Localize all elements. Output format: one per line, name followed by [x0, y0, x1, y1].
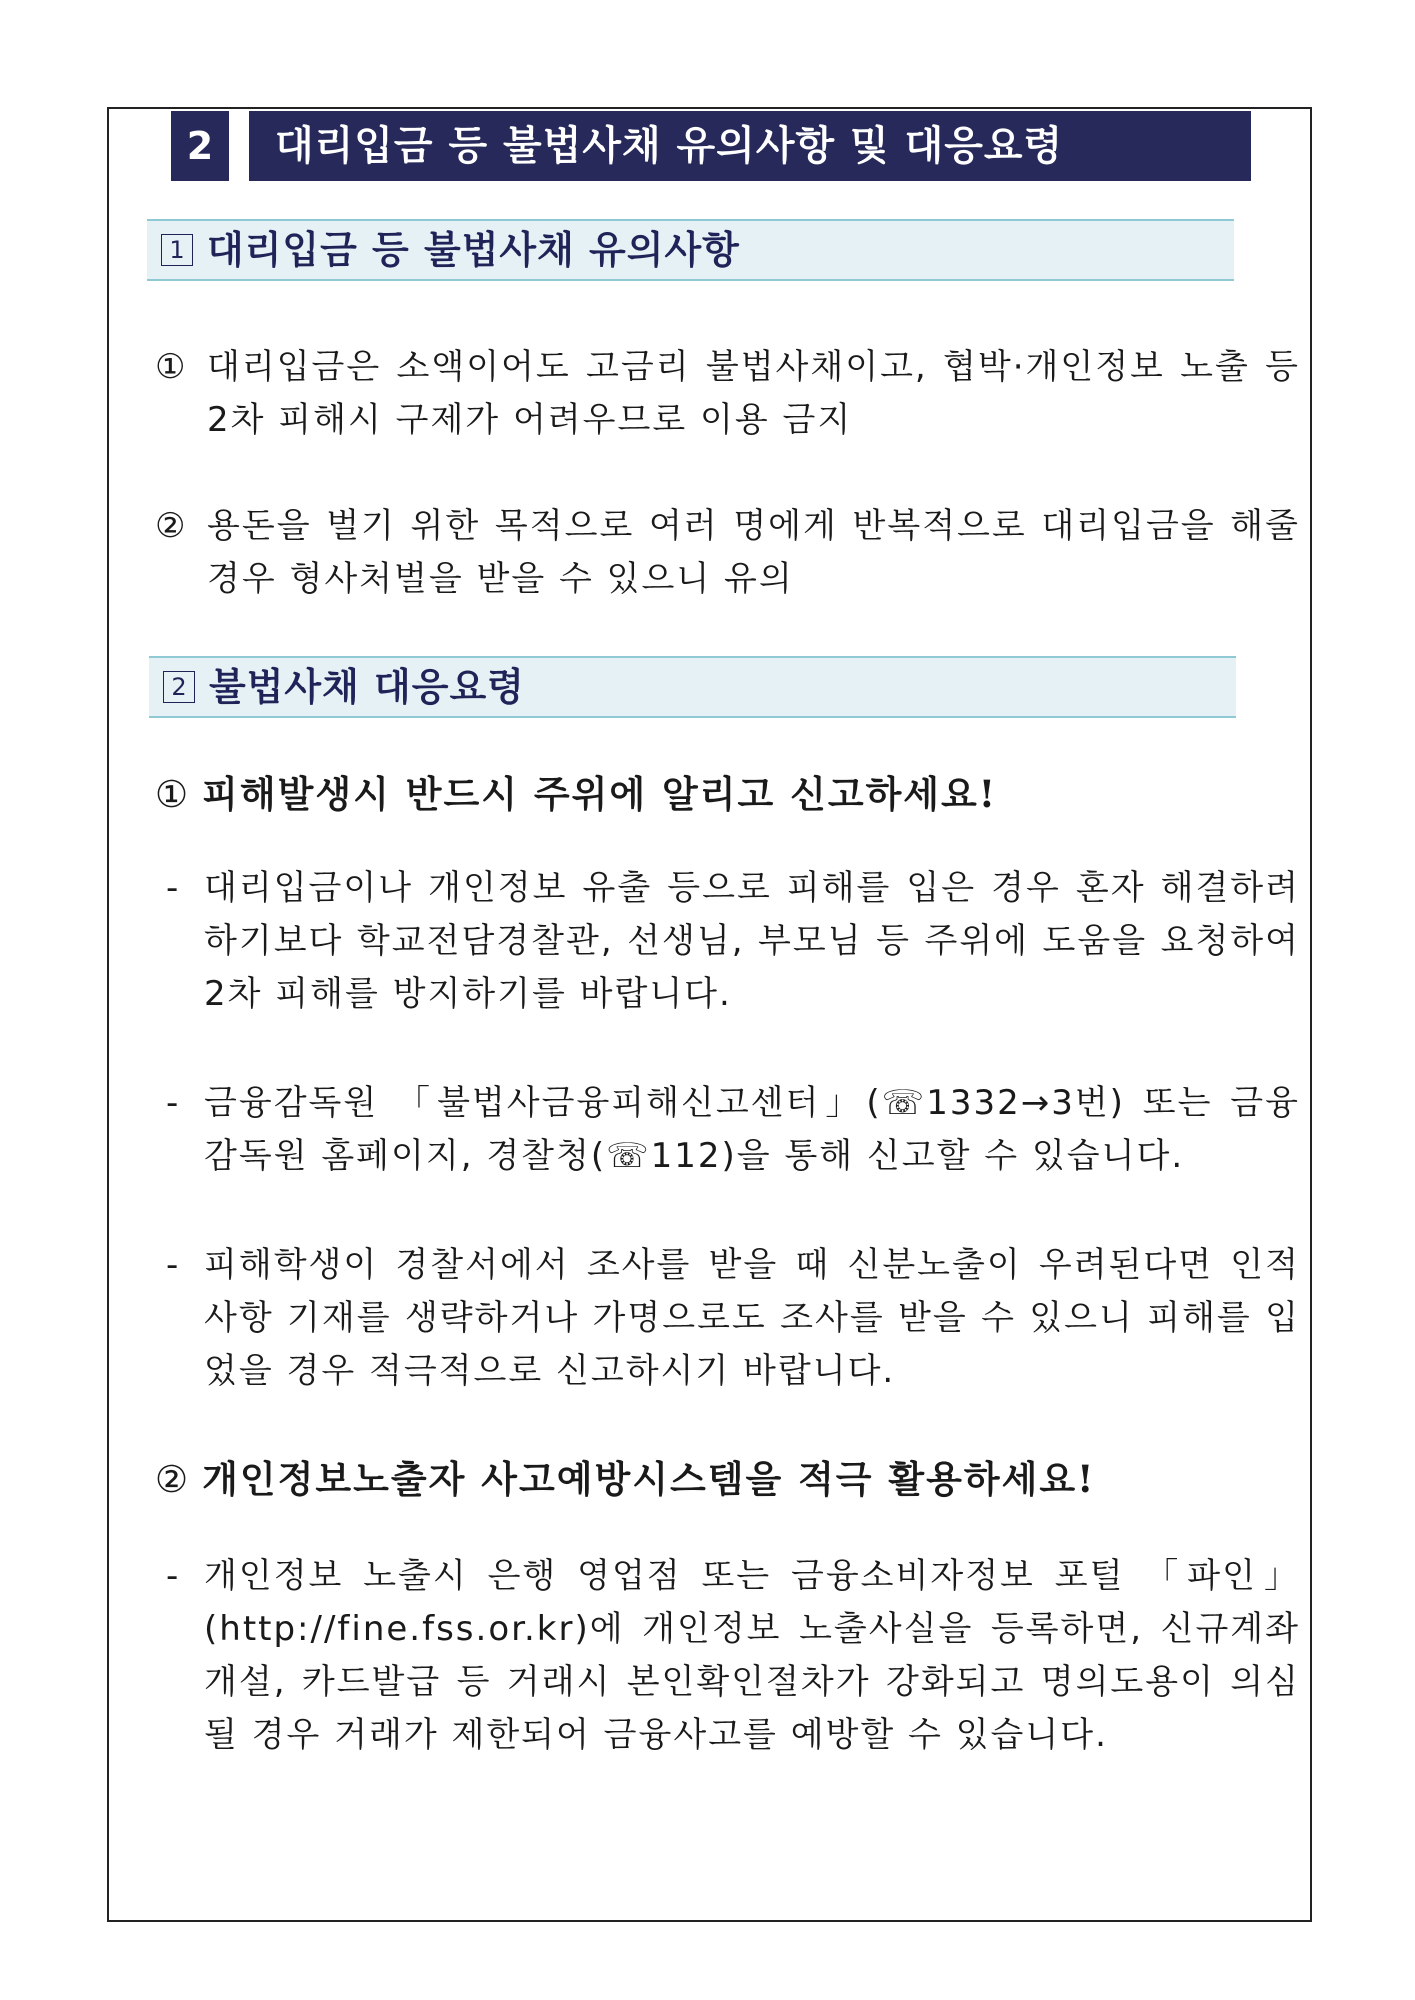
subsection-2-title: 불법사채 대응요령: [209, 665, 525, 709]
section-number: 2: [171, 111, 229, 181]
item-text: 대리입금은 소액이어도 고금리 불법사채이고, 협박·개인정보 노출 등 2차 피해시 구제가 어려우므로 이용 금지: [207, 347, 1300, 440]
item-text: 금융감독원 「불법사금융피해신고센터」(☏1332→3번) 또는 금융감독원 홈페이지, 경찰청(☏112)을 통해 신고할 수 있습니다.: [204, 1083, 1300, 1176]
response-item: [166, 1077, 1300, 1183]
subsection-1-title: 대리입금 등 불법사채 유의사항: [207, 228, 740, 272]
subsection-1-number: 1: [161, 234, 193, 266]
response-point-2: [155, 1453, 1095, 1506]
response-item: [166, 1239, 1300, 1398]
response-point-1: [155, 768, 997, 821]
dash-marker: -: [166, 1556, 179, 1596]
response-item: [166, 1550, 1300, 1762]
item-text: 용돈을 벌기 위한 목적으로 여러 명에게 반복적으로 대리입금을 해줄 경우 형사처벌을 받을 수 있으니 유의: [207, 506, 1300, 599]
dash-marker: -: [166, 868, 179, 908]
item-text: 피해학생이 경찰서에서 조사를 받을 때 신분노출이 우려된다면 인적사항 기재를 생략하거나 가명으로도 조사를 받을 수 있으니 피해를 입었을 경우 적극적으로 신고하시기 바랍니다.: [204, 1245, 1300, 1391]
point-marker: ①: [155, 773, 191, 816]
point-marker: ②: [155, 1458, 191, 1501]
section-title: 대리입금 등 불법사채 유의사항 및 대응요령: [249, 111, 1251, 181]
point-text: 개인정보노출자 사고예방시스템을 적극 활용하세요!: [202, 1457, 1096, 1501]
subsection-2-heading: [149, 656, 1236, 718]
caution-item-2: [155, 500, 1300, 606]
item-marker: ②: [155, 506, 186, 546]
dash-marker: -: [166, 1245, 179, 1285]
item-text: 대리입금이나 개인정보 유출 등으로 피해를 입은 경우 혼자 해결하려 하기보다 학교전담경찰관, 선생님, 부모님 등 주위에 도움을 요청하여 2차 피해를 방지하기를 바랍니다.: [204, 868, 1300, 1014]
subsection-1-heading: [147, 219, 1234, 281]
point-text: 피해발생시 반드시 주위에 알리고 신고하세요!: [202, 772, 998, 816]
caution-item-1: [155, 341, 1300, 447]
response-item: [166, 862, 1300, 1021]
item-marker: ①: [155, 347, 186, 387]
subsection-2-number: 2: [163, 671, 195, 703]
dash-marker: -: [166, 1083, 179, 1123]
item-text: 개인정보 노출시 은행 영업점 또는 금융소비자정보 포털 「파인」(http://fine.fss.or.kr)에 개인정보 노출사실을 등록하면, 신규계좌 개설, 카드발급 등 거래시 본인확인절차가 강화되고 명의도용이 의심될 경우 거래가 제한되어 금융사고를 예방할 수 있습니다.: [204, 1556, 1300, 1755]
